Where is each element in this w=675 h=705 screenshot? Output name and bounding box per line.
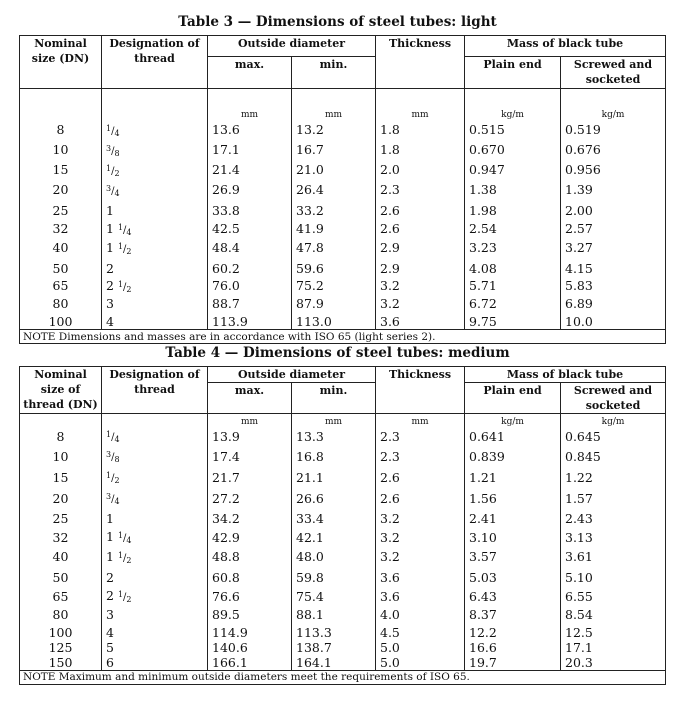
thread-whole: 3: [106, 296, 114, 311]
thread-fraction: $^1/_4$: [106, 123, 120, 138]
unit-plain: kg/m: [465, 414, 561, 427]
cell-outside-max: 26.9: [208, 180, 292, 200]
cell-mass-screwed: 5.10: [561, 568, 666, 588]
cell-nominal-size: 65: [20, 278, 102, 294]
thread-fraction: $^1/_4$: [117, 222, 132, 237]
thread-whole: 1: [106, 220, 114, 236]
header-nominal-size: Nominal size of thread (DN): [20, 367, 102, 414]
cell-nominal-size: 10: [20, 446, 102, 467]
table-row: [20, 655, 666, 671]
cell-outside-min: 59.6: [292, 259, 376, 278]
header-min: min.: [292, 383, 376, 414]
table-row: [20, 588, 666, 605]
fraction-denominator: 4: [126, 536, 132, 545]
cell-mass-screwed: 3.27: [561, 237, 666, 259]
cell-outside-max: 140.6: [208, 640, 292, 655]
cell-nominal-size: 150: [20, 655, 102, 671]
cell-outside-min: 16.7: [292, 140, 376, 160]
header-nominal-size: Nominal size (DN): [20, 36, 102, 89]
table-row: [20, 221, 666, 237]
cell-outside-max: 17.1: [208, 140, 292, 160]
cell-outside-max: 17.4: [208, 446, 292, 467]
header-max: max.: [208, 57, 292, 89]
cell-thickness: 3.6: [376, 568, 465, 588]
thread-whole: 4: [106, 624, 114, 640]
cell-thickness: 1.8: [376, 140, 465, 160]
cell-thread-designation: [102, 180, 208, 200]
thread-whole: 4: [106, 313, 114, 329]
table-row: [20, 294, 666, 314]
unit-plain: kg/m: [465, 89, 561, 120]
cell-mass-screwed: 5.83: [561, 278, 666, 294]
cell-thread-designation: [102, 294, 208, 314]
header-mass: Mass of black tube: [465, 367, 666, 383]
thread-whole: 6: [106, 654, 114, 670]
header-thickness: Thickness: [376, 36, 465, 89]
fraction-numerator: 1: [106, 123, 112, 133]
table-row: [20, 314, 666, 330]
thread-whole: 1: [106, 548, 114, 564]
cell-mass-screwed: 1.39: [561, 180, 666, 200]
cell-thickness: 3.6: [376, 588, 465, 605]
table-row: [20, 237, 666, 259]
cell-mass-plain: 3.10: [465, 529, 561, 546]
table4-note: NOTE Maximum and minimum outside diameters meet the requirements of ISO 65.: [20, 670, 666, 684]
header-min: min.: [292, 57, 376, 89]
cell-outside-max: 113.9: [208, 314, 292, 330]
cell-outside-min: 164.1: [292, 655, 376, 671]
cell-thickness: 2.3: [376, 446, 465, 467]
cell-thickness: 2.3: [376, 180, 465, 200]
cell-thread-designation: [102, 221, 208, 237]
thread-fraction: $^3/_4$: [106, 492, 120, 506]
cell-outside-max: 166.1: [208, 655, 292, 671]
cell-outside-min: 59.8: [292, 568, 376, 588]
cell-mass-screwed: 20.3: [561, 655, 666, 671]
table4-title: Table 4 — Dimensions of steel tubes: medium: [165, 345, 510, 361]
cell-mass-plain: 5.03: [465, 568, 561, 588]
cell-outside-min: 88.1: [292, 605, 376, 625]
thread-whole: 2: [106, 588, 114, 603]
cell-mass-plain: 3.57: [465, 546, 561, 568]
cell-thread-designation: [102, 588, 208, 605]
header-designation: Designation of thread: [102, 367, 208, 414]
unit-screwed: kg/m: [561, 414, 666, 427]
cell-thread-designation: [102, 509, 208, 529]
thread-whole: 1: [106, 202, 114, 218]
cell-outside-max: 76.6: [208, 588, 292, 605]
table3-note: NOTE Dimensions and masses are in accordance with ISO 65 (light series 2).: [20, 330, 666, 344]
header-plain-end: Plain end: [465, 383, 561, 414]
cell-thread-designation: [102, 529, 208, 546]
cell-outside-max: 48.4: [208, 237, 292, 259]
header-max: max.: [208, 383, 292, 414]
cell-nominal-size: 25: [20, 200, 102, 221]
cell-outside-max: 42.9: [208, 529, 292, 546]
unit-max: mm: [208, 89, 292, 120]
cell-nominal-size: 32: [20, 221, 102, 237]
cell-nominal-size: 25: [20, 509, 102, 529]
table-row: [20, 625, 666, 640]
cell-thread-designation: [102, 655, 208, 671]
fraction-numerator: 1: [106, 430, 112, 439]
table-row: [20, 120, 666, 140]
cell-outside-min: 26.6: [292, 488, 376, 509]
cell-mass-plain: 16.6: [465, 640, 561, 655]
table-row: [20, 200, 666, 221]
thread-fraction: $^1/_2$: [106, 163, 120, 178]
thread-fraction: $^3/_8$: [106, 450, 120, 464]
cell-mass-screwed: 2.43: [561, 509, 666, 529]
table-row: [20, 446, 666, 467]
cell-outside-max: 88.7: [208, 294, 292, 314]
thread-fraction: $^1/_2$: [117, 550, 132, 565]
fraction-numerator: 1: [106, 163, 112, 173]
cell-mass-screwed: 12.5: [561, 625, 666, 640]
cell-mass-plain: 5.71: [465, 278, 561, 294]
cell-outside-min: 13.2: [292, 120, 376, 140]
fraction-numerator: 3: [106, 183, 112, 193]
header-designation: Designation of thread: [102, 36, 208, 89]
thread-whole: 1: [106, 239, 114, 255]
cell-nominal-size: 8: [20, 427, 102, 446]
cell-outside-min: 48.0: [292, 546, 376, 568]
cell-thickness: 3.2: [376, 546, 465, 568]
cell-nominal-size: 80: [20, 605, 102, 625]
cell-thread-designation: [102, 314, 208, 330]
cell-nominal-size: 20: [20, 488, 102, 509]
thread-fraction: $^1/_2$: [117, 279, 132, 294]
cell-thickness: 3.6: [376, 314, 465, 330]
fraction-denominator: 4: [114, 435, 120, 444]
table-row: [20, 278, 666, 294]
cell-outside-max: 76.0: [208, 278, 292, 294]
cell-nominal-size: 15: [20, 467, 102, 488]
cell-outside-min: 138.7: [292, 640, 376, 655]
cell-nominal-size: 32: [20, 529, 102, 546]
cell-mass-screwed: 3.61: [561, 546, 666, 568]
cell-outside-max: 21.7: [208, 467, 292, 488]
cell-thread-designation: [102, 237, 208, 259]
cell-thread-designation: [102, 605, 208, 625]
cell-mass-screwed: 0.845: [561, 446, 666, 467]
fraction-denominator: 2: [114, 168, 120, 178]
cell-thickness: 2.6: [376, 488, 465, 509]
thread-whole: 1: [106, 529, 114, 544]
fraction-denominator: 4: [114, 497, 120, 506]
cell-mass-plain: 0.641: [465, 427, 561, 446]
cell-thickness: 2.3: [376, 427, 465, 446]
fraction-numerator: 3: [106, 143, 112, 153]
cell-mass-screwed: 3.13: [561, 529, 666, 546]
cell-outside-min: 33.4: [292, 509, 376, 529]
table-row: [20, 180, 666, 200]
cell-mass-plain: 12.2: [465, 625, 561, 640]
table-row: [20, 488, 666, 509]
cell-outside-max: 60.8: [208, 568, 292, 588]
cell-thread-designation: [102, 259, 208, 278]
cell-outside-min: 13.3: [292, 427, 376, 446]
fraction-denominator: 8: [114, 455, 120, 464]
cell-mass-screwed: 1.57: [561, 488, 666, 509]
cell-thread-designation: [102, 546, 208, 568]
header-screwed: Screwed and socketed: [561, 57, 666, 89]
cell-mass-screwed: 4.15: [561, 259, 666, 278]
cell-thickness: 2.9: [376, 237, 465, 259]
cell-mass-plain: 6.72: [465, 294, 561, 314]
cell-outside-min: 33.2: [292, 200, 376, 221]
cell-mass-plain: 0.670: [465, 140, 561, 160]
table-row: [20, 427, 666, 446]
cell-mass-screwed: 1.22: [561, 467, 666, 488]
table-row: [20, 259, 666, 278]
table-row: [20, 529, 666, 546]
table4: [19, 366, 666, 685]
fraction-numerator: 1: [117, 550, 124, 560]
cell-mass-plain: 0.515: [465, 120, 561, 140]
table-row: [20, 605, 666, 625]
table3: [19, 35, 666, 344]
unit-screwed: kg/m: [561, 89, 666, 120]
cell-thread-designation: [102, 568, 208, 588]
cell-nominal-size: 50: [20, 259, 102, 278]
cell-thickness: 4.0: [376, 605, 465, 625]
cell-mass-screwed: 0.519: [561, 120, 666, 140]
cell-outside-max: 42.5: [208, 221, 292, 237]
thread-fraction: $^1/_2$: [117, 241, 132, 256]
cell-mass-plain: 19.7: [465, 655, 561, 671]
header-plain-end: Plain end: [465, 57, 561, 89]
fraction-numerator: 3: [106, 492, 112, 501]
fraction-numerator: 1: [117, 222, 124, 232]
table3-title: Table 3 — Dimensions of steel tubes: light: [178, 14, 497, 30]
cell-nominal-size: 50: [20, 568, 102, 588]
cell-outside-min: 47.8: [292, 237, 376, 259]
cell-mass-screwed: 6.89: [561, 294, 666, 314]
unit-min: mm: [292, 89, 376, 120]
fraction-numerator: 1: [106, 471, 112, 480]
cell-outside-min: 87.9: [292, 294, 376, 314]
unit-min: mm: [292, 414, 376, 427]
cell-mass-screwed: 0.956: [561, 160, 666, 180]
cell-outside-min: 26.4: [292, 180, 376, 200]
cell-thread-designation: [102, 467, 208, 488]
header-thickness: Thickness: [376, 367, 465, 414]
cell-mass-plain: 1.21: [465, 467, 561, 488]
cell-mass-plain: 6.43: [465, 588, 561, 605]
table-row: [20, 509, 666, 529]
cell-nominal-size: 100: [20, 625, 102, 640]
thread-fraction: $^3/_8$: [106, 143, 120, 158]
cell-thickness: 3.2: [376, 278, 465, 294]
cell-thickness: 2.0: [376, 160, 465, 180]
fraction-denominator: 8: [114, 148, 120, 158]
cell-outside-max: 21.4: [208, 160, 292, 180]
cell-thickness: 5.0: [376, 640, 465, 655]
cell-thickness: 5.0: [376, 655, 465, 671]
cell-thread-designation: [102, 120, 208, 140]
cell-mass-screwed: 6.55: [561, 588, 666, 605]
unit-max: mm: [208, 414, 292, 427]
thread-fraction: $^1/_2$: [106, 471, 120, 485]
cell-nominal-size: 40: [20, 546, 102, 568]
table-row: [20, 568, 666, 588]
cell-mass-plain: 0.947: [465, 160, 561, 180]
table-row: [20, 160, 666, 180]
cell-mass-plain: 0.839: [465, 446, 561, 467]
cell-thread-designation: [102, 278, 208, 294]
fraction-denominator: 4: [126, 227, 132, 237]
fraction-denominator: 2: [126, 555, 132, 565]
cell-nominal-size: 100: [20, 314, 102, 330]
cell-outside-max: 13.6: [208, 120, 292, 140]
cell-mass-plain: 9.75: [465, 314, 561, 330]
cell-mass-plain: 8.37: [465, 605, 561, 625]
cell-outside-min: 113.3: [292, 625, 376, 640]
unit-thickness: mm: [376, 89, 465, 120]
cell-outside-max: 48.8: [208, 546, 292, 568]
cell-outside-min: 16.8: [292, 446, 376, 467]
cell-outside-min: 113.0: [292, 314, 376, 330]
cell-mass-plain: 4.08: [465, 259, 561, 278]
thread-fraction: $^1/_2$: [117, 590, 132, 604]
cell-mass-screwed: 17.1: [561, 640, 666, 655]
cell-outside-min: 75.2: [292, 278, 376, 294]
cell-thread-designation: [102, 446, 208, 467]
thread-whole: 3: [106, 607, 114, 622]
fraction-denominator: 2: [126, 284, 132, 294]
cell-outside-min: 21.0: [292, 160, 376, 180]
fraction-denominator: 4: [114, 128, 120, 138]
cell-thread-designation: [102, 427, 208, 446]
fraction-numerator: 3: [106, 450, 112, 459]
cell-nominal-size: 10: [20, 140, 102, 160]
cell-mass-plain: 3.23: [465, 237, 561, 259]
cell-mass-screwed: 10.0: [561, 314, 666, 330]
cell-thickness: 2.6: [376, 200, 465, 221]
fraction-denominator: 2: [126, 595, 132, 604]
cell-outside-min: 41.9: [292, 221, 376, 237]
fraction-numerator: 1: [117, 241, 124, 251]
cell-thread-designation: [102, 140, 208, 160]
cell-nominal-size: 8: [20, 120, 102, 140]
cell-nominal-size: 40: [20, 237, 102, 259]
header-outside-diameter: Outside diameter: [208, 36, 376, 57]
cell-outside-max: 13.9: [208, 427, 292, 446]
cell-mass-plain: 2.41: [465, 509, 561, 529]
table-row: [20, 640, 666, 655]
cell-thickness: 2.6: [376, 467, 465, 488]
cell-outside-max: 114.9: [208, 625, 292, 640]
fraction-numerator: 1: [117, 279, 124, 289]
cell-mass-plain: 1.56: [465, 488, 561, 509]
cell-thread-designation: [102, 488, 208, 509]
fraction-denominator: 2: [126, 246, 132, 256]
cell-mass-screwed: 2.00: [561, 200, 666, 221]
thread-whole: 5: [106, 639, 114, 655]
cell-thread-designation: [102, 200, 208, 221]
cell-nominal-size: 20: [20, 180, 102, 200]
cell-thickness: 4.5: [376, 625, 465, 640]
cell-outside-max: 27.2: [208, 488, 292, 509]
table-row: [20, 140, 666, 160]
cell-outside-max: 33.8: [208, 200, 292, 221]
header-mass: Mass of black tube: [465, 36, 666, 57]
cell-mass-screwed: 0.676: [561, 140, 666, 160]
header-outside-diameter: Outside diameter: [208, 367, 376, 383]
thread-fraction: $^3/_4$: [106, 183, 120, 198]
cell-outside-min: 75.4: [292, 588, 376, 605]
cell-nominal-size: 65: [20, 588, 102, 605]
cell-outside-max: 34.2: [208, 509, 292, 529]
thread-fraction: $^1/_4$: [117, 531, 132, 545]
cell-thickness: 3.2: [376, 509, 465, 529]
thread-whole: 2: [106, 260, 114, 276]
cell-outside-max: 60.2: [208, 259, 292, 278]
thread-fraction: $^1/_4$: [106, 430, 120, 444]
fraction-numerator: 1: [117, 590, 124, 599]
unit-thickness: mm: [376, 414, 465, 427]
cell-nominal-size: 15: [20, 160, 102, 180]
thread-whole: 2: [106, 277, 114, 293]
cell-outside-max: 89.5: [208, 605, 292, 625]
cell-thickness: 2.6: [376, 221, 465, 237]
thread-whole: 1: [106, 511, 114, 526]
cell-mass-screwed: 0.645: [561, 427, 666, 446]
cell-nominal-size: 125: [20, 640, 102, 655]
cell-mass-screwed: 8.54: [561, 605, 666, 625]
cell-thread-designation: [102, 625, 208, 640]
thread-whole: 2: [106, 570, 114, 585]
table-row: [20, 467, 666, 488]
cell-mass-plain: 2.54: [465, 221, 561, 237]
cell-thickness: 3.2: [376, 529, 465, 546]
fraction-numerator: 1: [117, 531, 124, 540]
cell-mass-plain: 1.38: [465, 180, 561, 200]
header-screwed: Screwed and socketed: [561, 383, 666, 414]
cell-thread-designation: [102, 160, 208, 180]
cell-nominal-size: 80: [20, 294, 102, 314]
cell-thickness: 2.9: [376, 259, 465, 278]
fraction-denominator: 2: [114, 476, 120, 485]
fraction-denominator: 4: [114, 188, 120, 198]
cell-outside-min: 42.1: [292, 529, 376, 546]
cell-thread-designation: [102, 640, 208, 655]
table-row: [20, 546, 666, 568]
cell-mass-plain: 1.98: [465, 200, 561, 221]
cell-outside-min: 21.1: [292, 467, 376, 488]
cell-thickness: 3.2: [376, 294, 465, 314]
cell-thickness: 1.8: [376, 120, 465, 140]
cell-mass-screwed: 2.57: [561, 221, 666, 237]
